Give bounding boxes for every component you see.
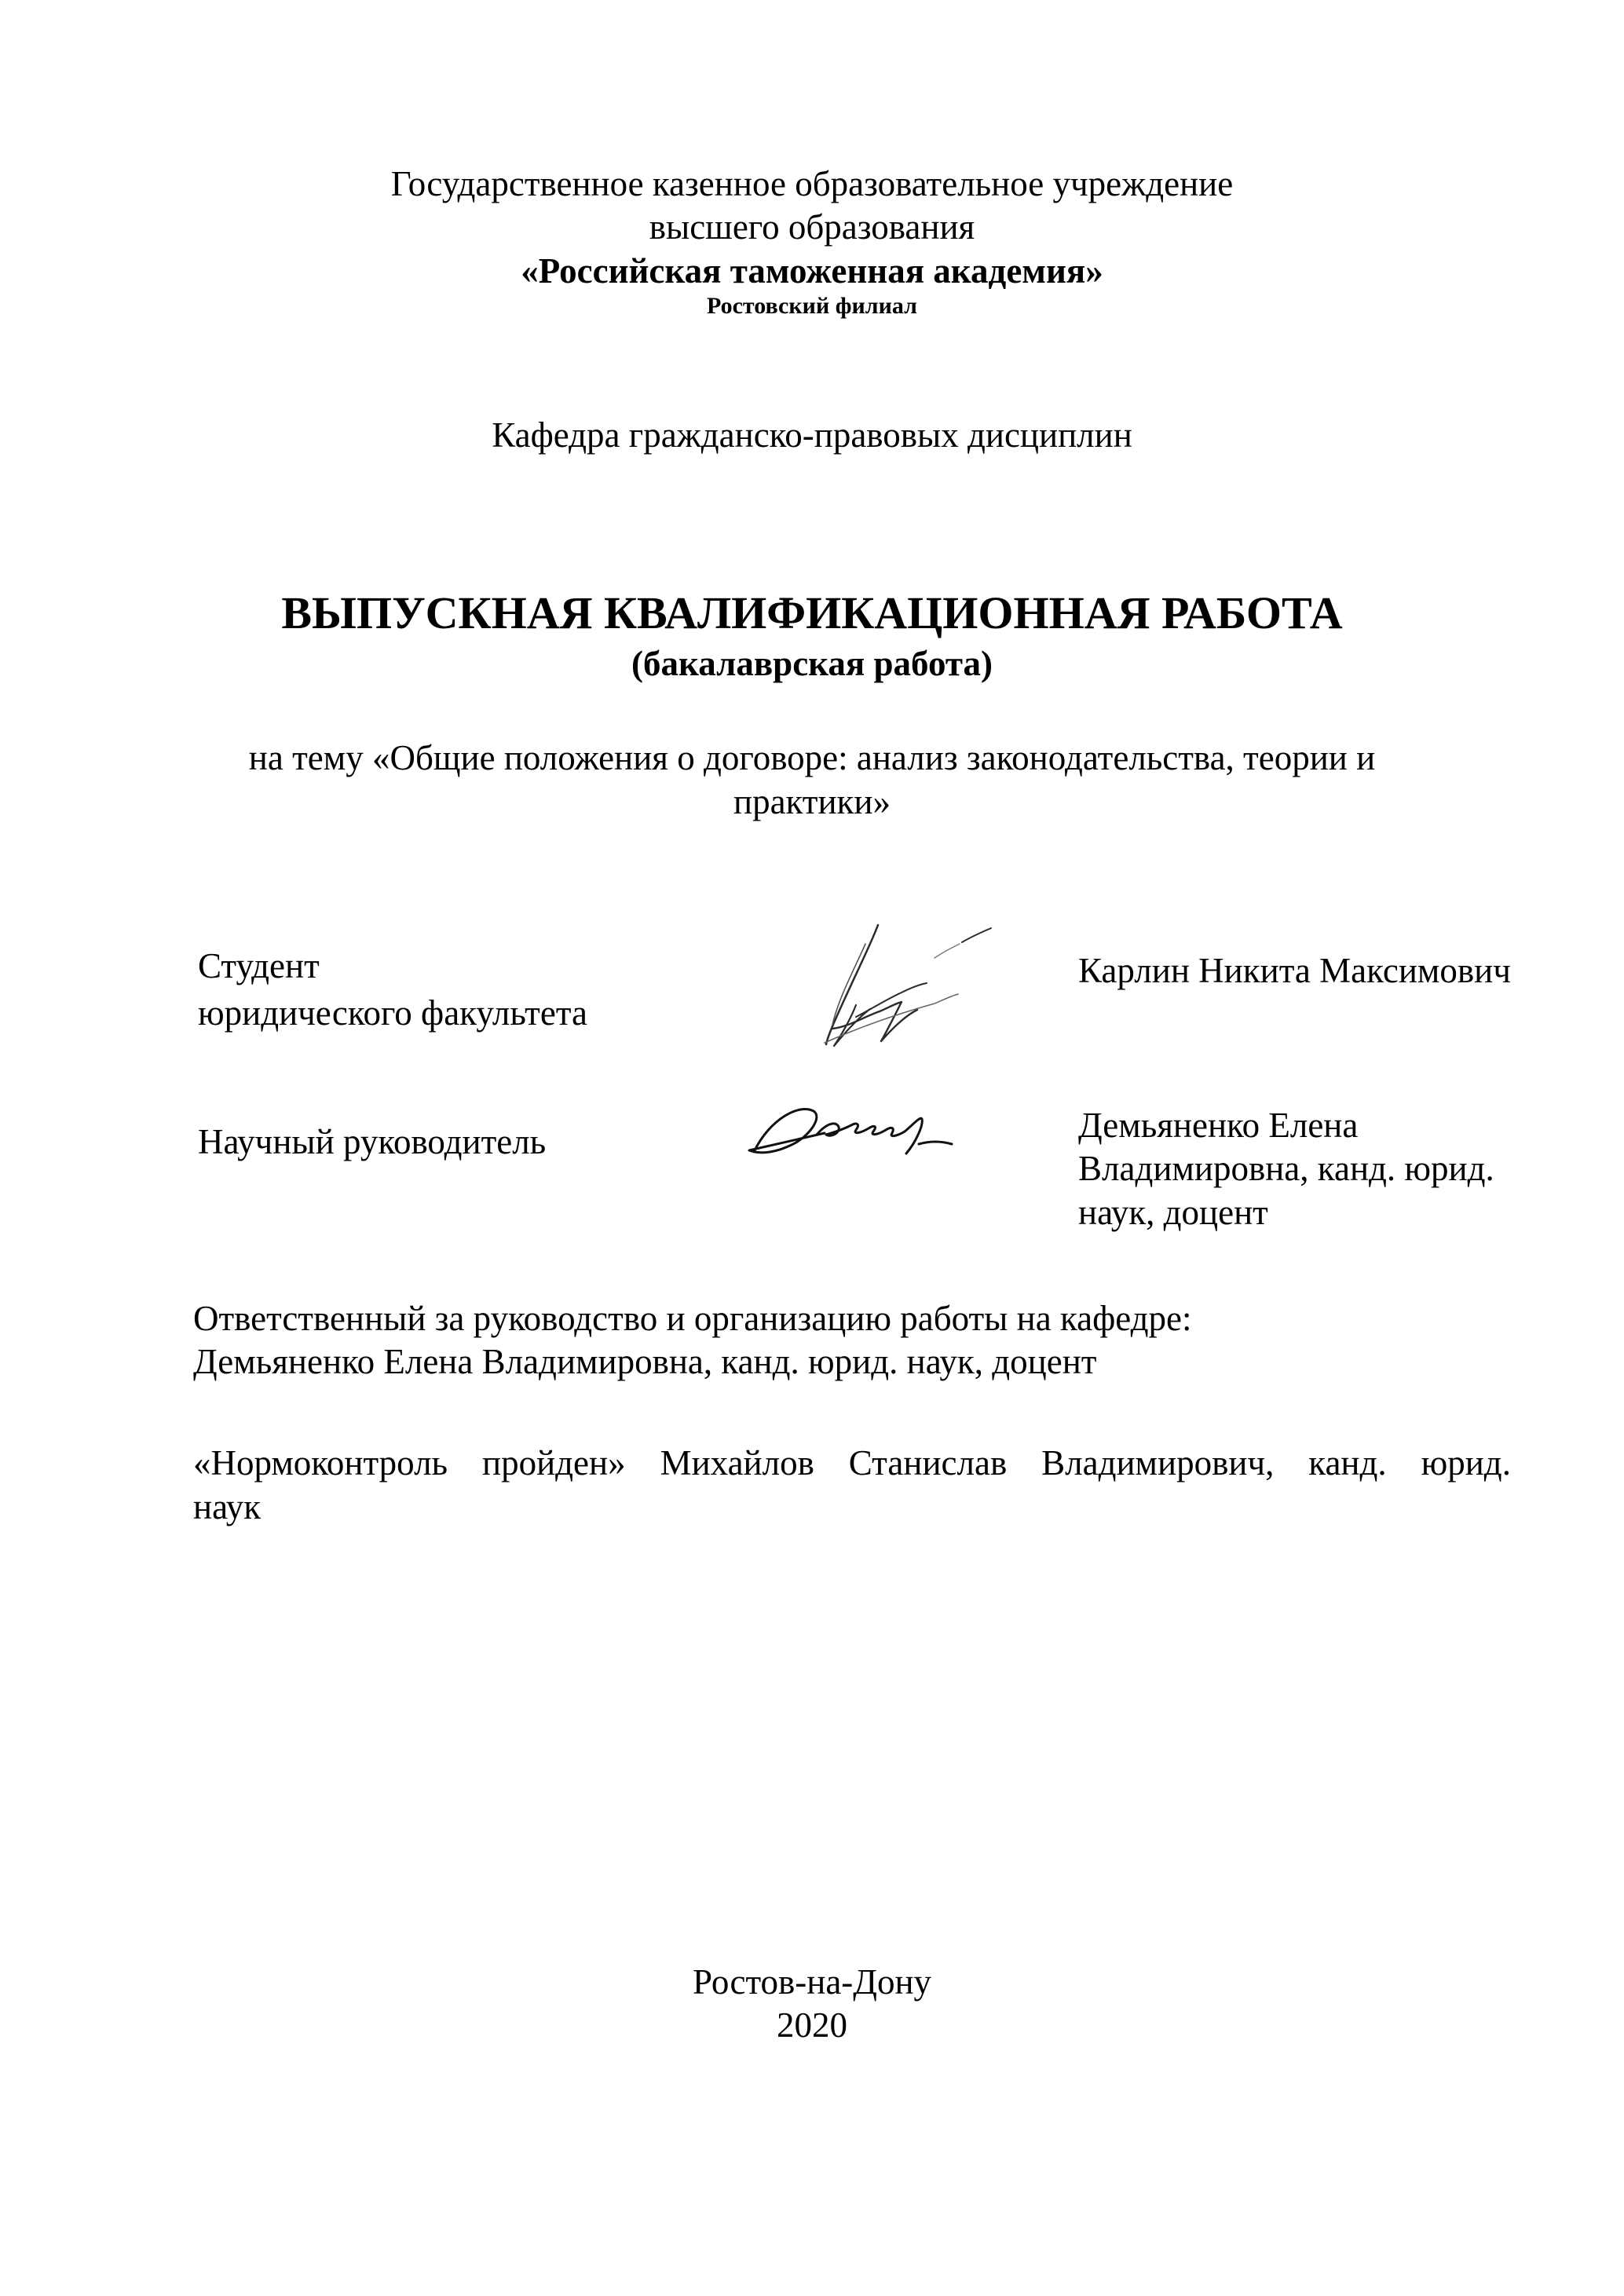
normcontrol-word: юрид.: [1421, 1443, 1511, 1483]
normcontrol-word: «Нормоконтроль: [193, 1443, 448, 1483]
supervisor-name-line-1: Демьяненко Елена: [1078, 1106, 1359, 1145]
student-role-line-2: юридического факультета: [198, 993, 588, 1033]
supervisor-name-line-3: наук, доцент: [1078, 1193, 1268, 1232]
student-role-line-1: Студент: [198, 946, 320, 985]
supervisor-signature: [738, 1088, 974, 1174]
supervisor-role: Научный руководитель: [198, 1122, 547, 1161]
normcontrol-word: Станислав: [848, 1443, 1008, 1483]
institution-line-2: высшего образования: [649, 207, 975, 247]
department-name: Кафедра гражданско-правовых дисциплин: [492, 415, 1132, 455]
normcontrol-word: Владимирович,: [1041, 1443, 1275, 1483]
footer-year: 2020: [777, 2005, 847, 2045]
responsible-line-2: Демьяненко Елена Владимировна, канд. юрид. наук, доцент: [193, 1342, 1097, 1381]
normcontrol-line-1: [193, 1442, 1511, 1484]
normcontrol-word: Михайлов: [660, 1443, 814, 1483]
supervisor-name-line-2: Владимировна, канд. юрид.: [1078, 1149, 1494, 1188]
work-subtitle: (бакалаврская работа): [631, 644, 993, 683]
normcontrol-line-2: наук: [193, 1487, 262, 1526]
student-signature: [777, 911, 1013, 1060]
work-title: ВЫПУСКНАЯ КВАЛИФИКАЦИОННАЯ РАБОТА: [281, 587, 1343, 638]
student-name: Карлин Никита Максимович: [1078, 951, 1511, 990]
topic-line-1: на тему «Общие положения о договоре: анализ законодательства, теории и: [248, 738, 1376, 777]
normcontrol-word: канд.: [1308, 1443, 1387, 1483]
academy-name: «Российская таможенная академия»: [521, 251, 1103, 291]
responsible-line-1: Ответственный за руководство и организацию работы на кафедре:: [193, 1299, 1192, 1338]
normcontrol-word: пройден»: [482, 1443, 626, 1483]
institution-line-1: Государственное казенное образовательное учреждение: [390, 164, 1234, 203]
topic-line-2: практики»: [733, 782, 891, 821]
branch-name: Ростовский филиал: [707, 293, 917, 319]
footer-city: Ростов-на-Дону: [692, 1962, 932, 2002]
